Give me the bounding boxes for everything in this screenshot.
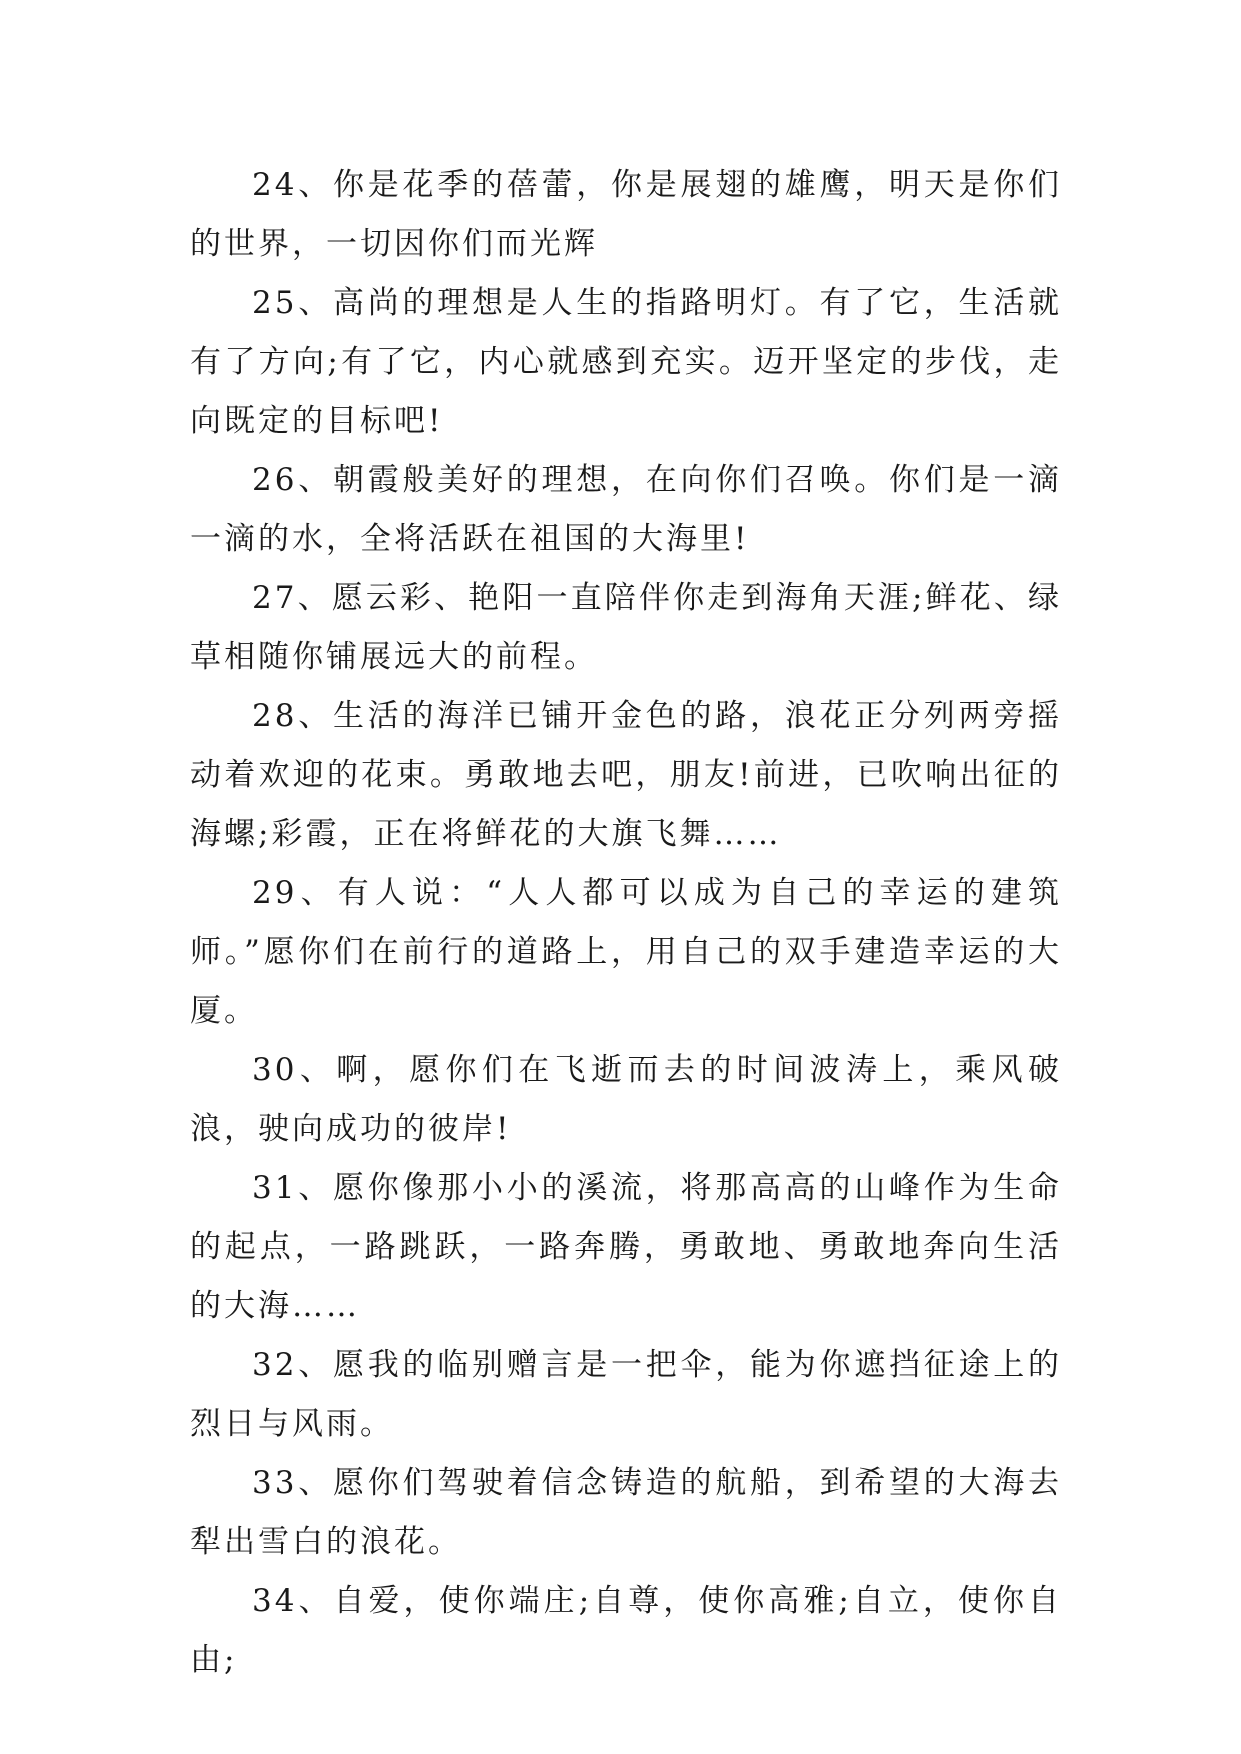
document-body bbox=[190, 156, 1062, 1690]
paragraph-32: 32、愿我的临别赠言是一把伞，能为你遮挡征途上的烈日与风雨。 bbox=[190, 1347, 1062, 1442]
paragraph-34: 34、自爱，使你端庄;自尊，使你高雅;自立，使你自由; bbox=[190, 1583, 1062, 1678]
paragraph-33: 33、愿你们驾驶着信念铸造的航船，到希望的大海去犁出雪白的浪花。 bbox=[190, 1465, 1062, 1560]
paragraph-25: 25、高尚的理想是人生的指路明灯。有了它，生活就有了方向;有了它，内心就感到充实。迈开坚定的步伐，走向既定的目标吧! bbox=[190, 285, 1062, 439]
paragraph-31: 31、愿你像那小小的溪流，将那高高的山峰作为生命的起点，一路跳跃，一路奔腾，勇敢地、勇敢地奔向生活的大海…… bbox=[190, 1170, 1062, 1324]
paragraph-27: 27、愿云彩、艳阳一直陪伴你走到海角天涯;鲜花、绿草相随你铺展远大的前程。 bbox=[190, 580, 1062, 675]
paragraph-24: 24、你是花季的蓓蕾，你是展翅的雄鹰，明天是你们的世界，一切因你们而光辉 bbox=[190, 167, 1062, 262]
paragraph-26: 26、朝霞般美好的理想，在向你们召唤。你们是一滴一滴的水，全将活跃在祖国的大海里! bbox=[190, 462, 1062, 557]
paragraph-30: 30、啊，愿你们在飞逝而去的时间波涛上，乘风破浪，驶向成功的彼岸! bbox=[190, 1052, 1062, 1147]
paragraph-28: 28、生活的海洋已铺开金色的路，浪花正分列两旁摇动着欢迎的花束。勇敢地去吧，朋友!前进，已吹响出征的海螺;彩霞，正在将鲜花的大旗飞舞…… bbox=[190, 698, 1062, 852]
paragraph-29: 29、有人说：“人人都可以成为自己的幸运的建筑师。”愿你们在前行的道路上，用自己的双手建造幸运的大厦。 bbox=[190, 875, 1062, 1029]
